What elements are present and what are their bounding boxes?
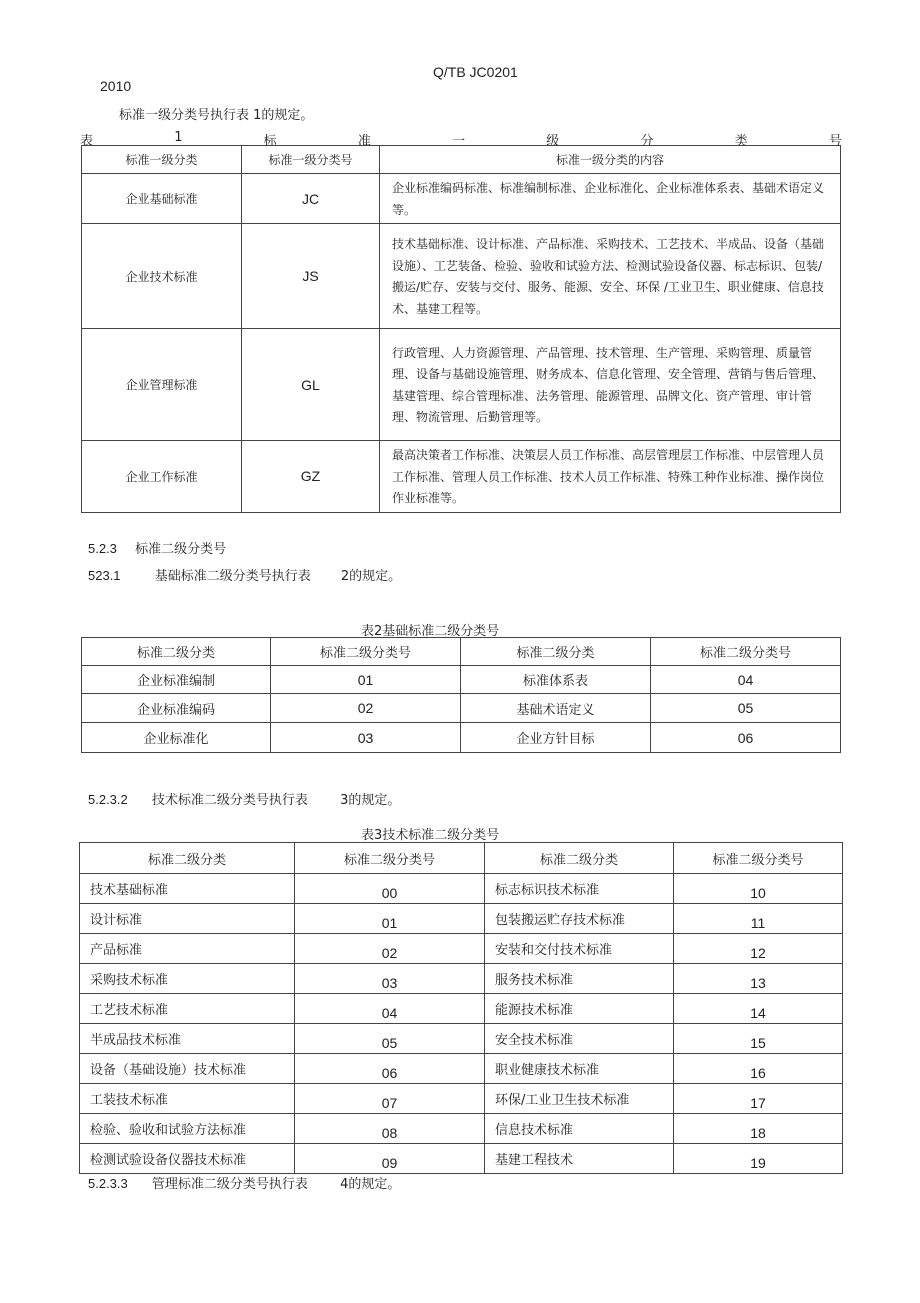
section-text: 技术标准二级分类号执行表 [151, 793, 308, 808]
table1-title-char: 表 [80, 134, 94, 149]
section-ref: 2的规定。 [340, 569, 402, 584]
table3-header-cell: 标准二级分类 [485, 843, 674, 874]
table2-cell: 标准体系表 [461, 666, 651, 694]
table2-header-cell: 标准二级分类 [82, 638, 271, 666]
table2-header-cell: 标准二级分类号 [651, 638, 841, 666]
table1-code-cell: GL [242, 329, 380, 441]
table3-cell: 08 [295, 1114, 485, 1144]
table2-cell: 企业方针目标 [461, 723, 651, 753]
section-523-heading [88, 538, 226, 557]
table3-cell: 06 [295, 1054, 485, 1084]
table3-cell: 10 [674, 874, 843, 904]
table3-cell: 检测试验设备仪器技术标准 [80, 1144, 295, 1174]
table1 [81, 145, 841, 513]
table3 [79, 842, 843, 1174]
table1-intro: 标准一级分类号执行表 1的规定。 [119, 108, 314, 123]
table3-cell: 14 [674, 994, 843, 1024]
section-number: 5.2.3.2 [88, 792, 128, 807]
table3-cell: 包装搬运贮存技术标准 [485, 904, 674, 934]
table3-cell: 05 [295, 1024, 485, 1054]
table-row [82, 723, 841, 753]
table3-cell: 设备（基础设施）技术标准 [80, 1054, 295, 1084]
table-row [80, 1144, 843, 1174]
table3-cell: 职业健康技术标准 [485, 1054, 674, 1084]
table-row [82, 666, 841, 694]
table3-cell: 安装和交付技术标准 [485, 934, 674, 964]
table3-cell: 09 [295, 1144, 485, 1174]
doc-code: Q/TB JC0201 [433, 64, 518, 80]
table-row [82, 329, 841, 441]
table-row [80, 904, 843, 934]
section-text: 管理标准二级分类号执行表 [151, 1177, 308, 1192]
table-row [80, 964, 843, 994]
table2-cell: 基础术语定义 [461, 694, 651, 723]
table-row [82, 224, 841, 329]
section-number: 523.1 [88, 568, 121, 583]
table2-header-cell: 标准二级分类 [461, 638, 651, 666]
section-ref: 4的规定。 [340, 1177, 401, 1192]
table1-title-char: 标 [263, 134, 277, 149]
table3-cell: 信息技术标准 [485, 1114, 674, 1144]
table-row [80, 1054, 843, 1084]
table3-cell: 采购技术标准 [80, 964, 295, 994]
table3-cell: 16 [674, 1054, 843, 1084]
table3-cell: 设计标准 [80, 904, 295, 934]
table1-title-char: 类 [734, 134, 748, 149]
table3-header-cell: 标准二级分类号 [674, 843, 843, 874]
table2-title: 表2基础标准二级分类号 [361, 624, 500, 639]
table1-title-char: 准 [357, 134, 371, 149]
table1-title-char: 一 [452, 134, 466, 149]
table3-cell: 17 [674, 1084, 843, 1114]
table2-header-cell: 标准二级分类号 [271, 638, 461, 666]
table2-header-row [82, 638, 841, 666]
table3-cell: 13 [674, 964, 843, 994]
table-row [80, 1114, 843, 1144]
section-number: 5.2.3.3 [88, 1176, 128, 1191]
table1-header-cell: 标准一级分类 [82, 146, 242, 174]
table-row [82, 441, 841, 513]
table1-content-cell: 技术基础标准、设计标准、产品标准、采购技术、工艺技术、半成品、设备（基础设施）、工艺装备、检验、验收和试验方法、检测试验设备仪器、标志标识、包装/搬运/贮存、安装与交付、服务、能源、安全、环保 /工业卫生、职业健康、信息技术、基建工程等。 [380, 224, 841, 329]
table3-cell: 工艺技术标准 [80, 994, 295, 1024]
section-text: 基础标准二级分类号执行表 [154, 569, 311, 584]
table3-cell: 标志标识技术标准 [485, 874, 674, 904]
table2-cell: 企业标准编制 [82, 666, 271, 694]
table1-header-cell: 标准一级分类号 [242, 146, 380, 174]
table1-name-cell: 企业管理标准 [82, 329, 242, 441]
table1-title-char: 分 [640, 134, 654, 149]
table3-cell: 00 [295, 874, 485, 904]
section-5231-heading [88, 565, 401, 584]
table2 [81, 637, 841, 753]
table-row [80, 1084, 843, 1114]
table1-header-cell: 标准一级分类的内容 [380, 146, 841, 174]
table1-code-cell: GZ [242, 441, 380, 513]
table1-title-char: 1 [174, 130, 183, 145]
section-title: 标准二级分类号 [135, 542, 227, 557]
table3-cell: 技术基础标准 [80, 874, 295, 904]
table3-cell: 07 [295, 1084, 485, 1114]
table3-cell: 安全技术标准 [485, 1024, 674, 1054]
table3-header-cell: 标准二级分类 [80, 843, 295, 874]
table3-cell: 能源技术标准 [485, 994, 674, 1024]
table1-title-char: 号 [828, 134, 842, 149]
table2-cell: 06 [651, 723, 841, 753]
table3-cell: 04 [295, 994, 485, 1024]
table1-header-row [82, 146, 841, 174]
table1-content-cell: 企业标准编码标准、标准编制标准、企业标准化、企业标准体系表、基础术语定义等。 [380, 174, 841, 224]
table1-title-char: 级 [546, 134, 560, 149]
table2-cell: 02 [271, 694, 461, 723]
table3-cell: 12 [674, 934, 843, 964]
table2-cell: 企业标准化 [82, 723, 271, 753]
table-row [80, 994, 843, 1024]
table3-cell: 环保/工业卫生技术标准 [485, 1084, 674, 1114]
table3-cell: 18 [674, 1114, 843, 1144]
table3-cell: 11 [674, 904, 843, 934]
section-5232-heading [88, 789, 400, 808]
table3-cell: 检验、验收和试验方法标准 [80, 1114, 295, 1144]
table-row [80, 934, 843, 964]
table3-cell: 15 [674, 1024, 843, 1054]
table3-cell: 01 [295, 904, 485, 934]
table3-cell: 基建工程技术 [485, 1144, 674, 1174]
table-row [80, 1024, 843, 1054]
table3-cell: 19 [674, 1144, 843, 1174]
table3-cell: 服务技术标准 [485, 964, 674, 994]
doc-year: 2010 [100, 78, 132, 94]
table3-cell: 02 [295, 934, 485, 964]
table1-name-cell: 企业工作标准 [82, 441, 242, 513]
table3-header-cell: 标准二级分类号 [295, 843, 485, 874]
table2-cell: 企业标准编码 [82, 694, 271, 723]
table3-cell: 半成品技术标准 [80, 1024, 295, 1054]
table2-cell: 05 [651, 694, 841, 723]
table3-cell: 03 [295, 964, 485, 994]
table2-cell: 03 [271, 723, 461, 753]
table1-code-cell: JC [242, 174, 380, 224]
table3-title: 表3技术标准二级分类号 [361, 828, 500, 843]
table1-name-cell: 企业技术标准 [82, 224, 242, 329]
table1-content-cell: 最高决策者工作标准、决策层人员工作标准、高层管理层工作标准、中层管理人员工作标准、管理人员工作标准、技术人员工作标准、特殊工种作业标准、操作岗位作业标准等。 [380, 441, 841, 513]
table-row [82, 694, 841, 723]
table-row [80, 874, 843, 904]
table2-cell: 04 [651, 666, 841, 694]
table3-cell: 工装技术标准 [80, 1084, 295, 1114]
section-number: 5.2.3 [88, 541, 117, 556]
table1-name-cell: 企业基础标准 [82, 174, 242, 224]
table1-code-cell: JS [242, 224, 380, 329]
section-5233-heading [88, 1173, 400, 1192]
table2-cell: 01 [271, 666, 461, 694]
table3-cell: 产品标准 [80, 934, 295, 964]
section-ref: 3的规定。 [340, 793, 401, 808]
table3-header-row [80, 843, 843, 874]
table1-content-cell: 行政管理、人力资源管理、产品管理、技术管理、生产管理、采购管理、质量管理、设备与基础设施管理、财务成本、信息化管理、安全管理、营销与售后管理、基建管理、综合管理标准、法务管理、能源管理、品牌文化、资产管理、审计管理、物流管理、后勤管理等。 [380, 329, 841, 441]
table-row [82, 174, 841, 224]
